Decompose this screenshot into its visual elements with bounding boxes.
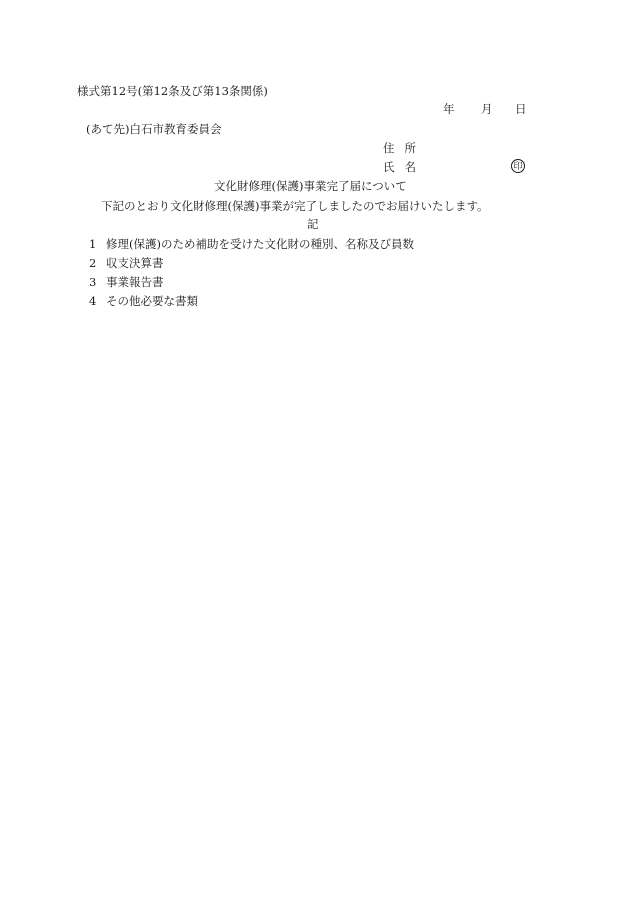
list-item	[89, 239, 414, 251]
list-item-text: 事業報告書	[106, 275, 164, 289]
document-title: 文化財修理(保護)事業完了届について	[214, 179, 407, 193]
form-number: 様式第12号(第12条及び第13条関係)	[77, 84, 268, 98]
list-item-number: 2	[89, 256, 97, 270]
list-item	[89, 277, 164, 289]
name-label: 氏名	[383, 160, 426, 174]
date-year-label: 年	[443, 102, 455, 116]
addressee: (あて先)白石市教育委員会	[86, 122, 222, 136]
list-item-text: 収支決算書	[106, 256, 164, 270]
list-item-text: その他必要な書類	[106, 294, 198, 308]
date-day-label: 日	[515, 102, 527, 116]
list-item	[89, 258, 164, 270]
date-month-label: 月	[481, 102, 493, 116]
ki-heading: 記	[307, 217, 319, 231]
seal-mark: 印	[511, 159, 525, 173]
body-text: 下記のとおり文化財修理(保護)事業が完了しましたのでお届けいたします。	[101, 199, 489, 213]
list-item-text: 修理(保護)のため補助を受けた文化財の種別、名称及び員数	[106, 237, 414, 251]
address-label: 住所	[383, 141, 426, 155]
list-item-number: 3	[89, 275, 97, 289]
list-item	[89, 296, 198, 308]
list-item-number: 1	[89, 237, 97, 251]
list-item-number: 4	[89, 294, 97, 308]
